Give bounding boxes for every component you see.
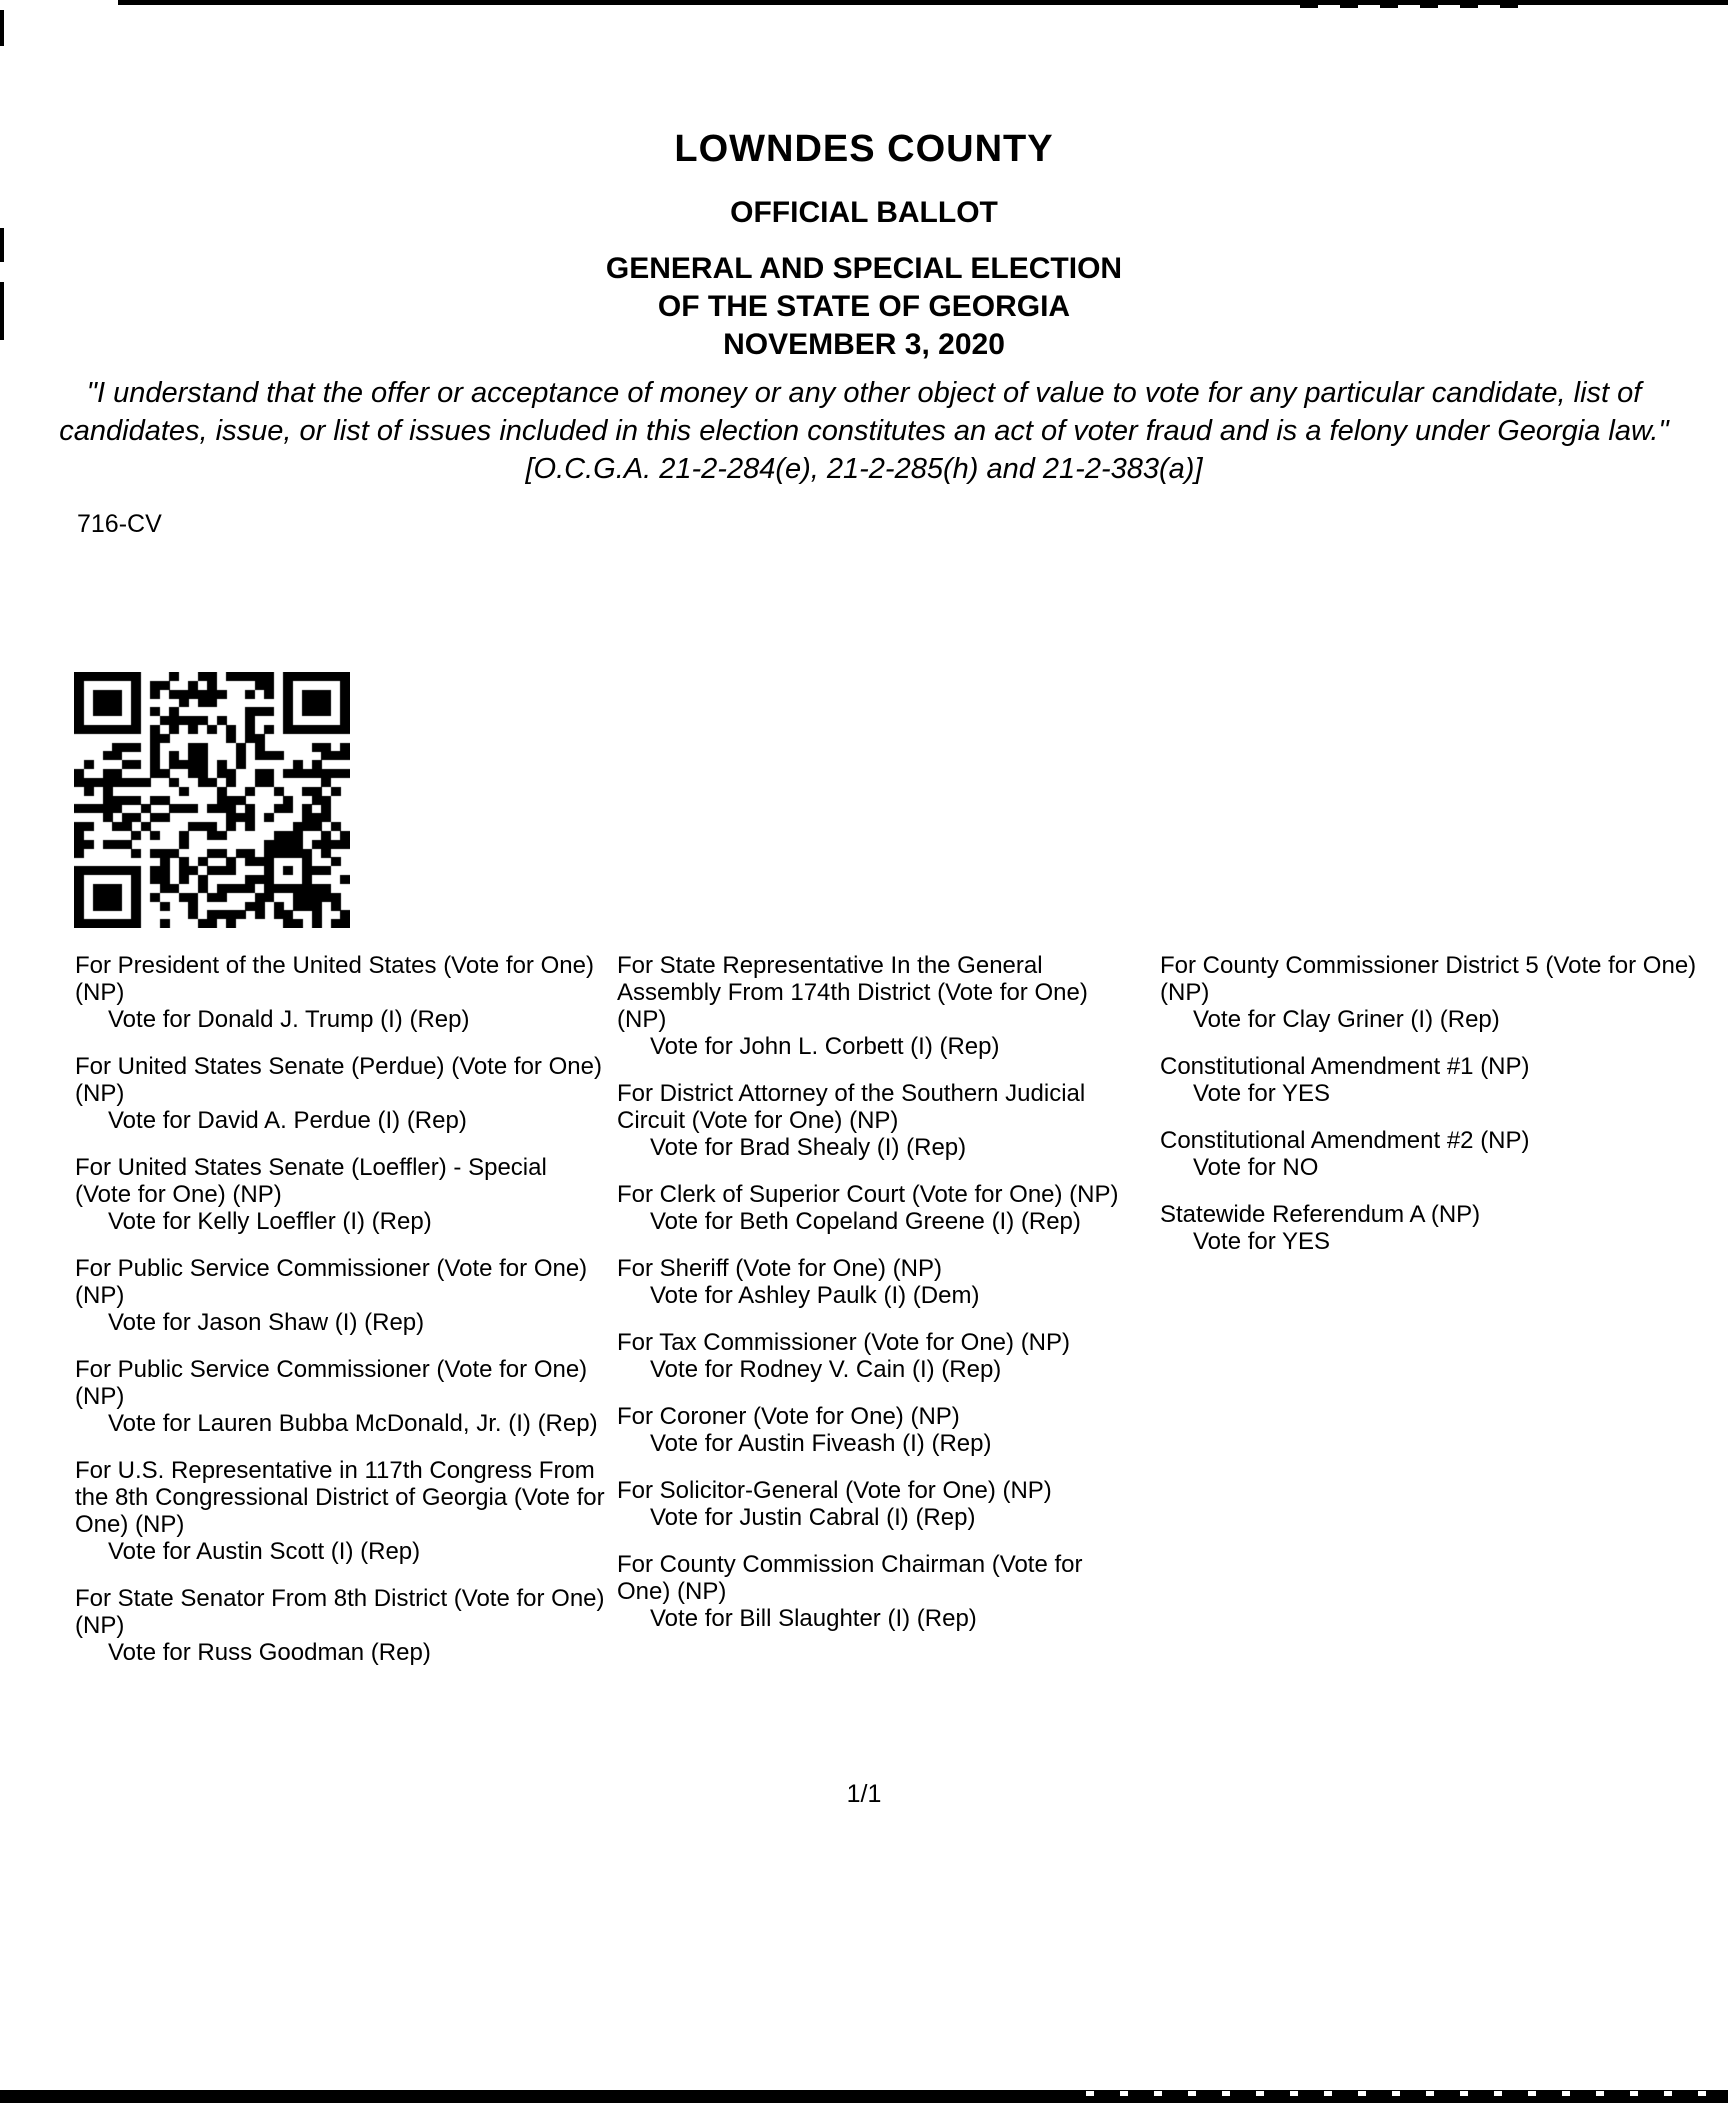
race [617,1329,1122,1383]
race [75,952,607,1033]
race-title: For State Representative In the General Assembly From 174th District (Vote for One) (NP) [617,952,1088,1033]
election-title-block [0,250,1728,364]
race [1160,1127,1698,1181]
race [1160,1201,1698,1255]
races-column-3 [1160,952,1728,1686]
race-title: For Public Service Commissioner (Vote for One) (NP) [75,1356,588,1410]
race-title: For District Attorney of the Southern Judicial Circuit (Vote for One) (NP) [617,1080,1086,1134]
race-title: For Tax Commissioner (Vote for One) (NP) [617,1329,1071,1356]
race [617,1080,1122,1161]
race-selection: Vote for Ashley Paulk (I) (Dem) [650,1282,980,1309]
ballot-header [0,130,1728,364]
race-title: Constitutional Amendment #1 (NP) [1160,1053,1530,1080]
race-selection: Vote for YES [1193,1228,1330,1255]
races-columns [75,952,1728,1686]
qr-code [74,672,350,928]
race-title: Statewide Referendum A (NP) [1160,1201,1481,1228]
race-selection: Vote for Russ Goodman (Rep) [108,1639,431,1666]
race-selection: Vote for Kelly Loeffler (I) (Rep) [108,1208,432,1235]
race [1160,1053,1698,1107]
race-selection: Vote for Justin Cabral (I) (Rep) [650,1504,976,1531]
race-title: For United States Senate (Loeffler) - Special (Vote for One) (NP) [75,1154,547,1208]
race-title: For Solicitor-General (Vote for One) (NP) [617,1477,1052,1504]
race-title: For Public Service Commissioner (Vote for One) (NP) [75,1255,588,1309]
race-title: For Sheriff (Vote for One) (NP) [617,1255,942,1282]
county-title: LOWNDES COUNTY [674,128,1054,170]
race-selection: Vote for Austin Scott (I) (Rep) [108,1538,421,1565]
race-selection: Vote for Brad Shealy (I) (Rep) [650,1134,967,1161]
race-title: For Coroner (Vote for One) (NP) [617,1403,960,1430]
race-title: For County Commissioner District 5 (Vote for One) (NP) [1160,952,1697,1006]
race [617,952,1122,1060]
race-title: For County Commission Chairman (Vote for One) (NP) [617,1551,1083,1605]
race [617,1255,1122,1309]
race [617,1181,1122,1235]
race [1160,952,1698,1033]
voter-fraud-disclaimer: "I understand that the offer or acceptance of money or any other object of value to vote for any particular candidate, list of candidates, issue, or list of issues included in this election constitutes an act of voter fraud and is a felony under Georgia law." [O.C.G.A. 21-2-284(e), 21-2-285(h) and 21-2-383(a)] [59,377,1669,485]
race-selection: Vote for Bill Slaughter (I) (Rep) [650,1605,977,1632]
race-selection: Vote for Clay Griner (I) (Rep) [1193,1006,1500,1033]
scan-artifact-top-dashes [1300,5,1540,8]
page-number: 1/1 [846,1780,882,1808]
race-title: For Clerk of Superior Court (Vote for One) (NP) [617,1181,1119,1208]
race [75,1585,607,1666]
race-selection: Vote for Beth Copeland Greene (I) (Rep) [650,1208,1081,1235]
race-selection: Vote for Austin Fiveash (I) (Rep) [650,1430,992,1457]
ballot-type-title: OFFICIAL BALLOT [730,196,998,229]
race-selection: Vote for Lauren Bubba McDonald, Jr. (I) (Rep) [108,1410,598,1437]
race [617,1477,1122,1531]
races-column-1 [75,952,617,1686]
scan-artifact-bottom-dashes [1060,2091,1728,2096]
race [75,1457,607,1565]
election-title: GENERAL AND SPECIAL ELECTION [605,252,1123,285]
race [617,1403,1122,1457]
race-title: For State Senator From 8th District (Vote for One) (NP) [75,1585,605,1639]
race [75,1154,607,1235]
race [75,1255,607,1336]
race-title: For United States Senate (Perdue) (Vote for One) (NP) [75,1053,602,1107]
race [75,1053,607,1134]
race-selection: Vote for David A. Perdue (I) (Rep) [108,1107,467,1134]
race-selection: Vote for Rodney V. Cain (I) (Rep) [650,1356,1002,1383]
race-selection: Vote for Jason Shaw (I) (Rep) [108,1309,425,1336]
race-title: For President of the United States (Vote for One) (NP) [75,952,594,1006]
race-title: Constitutional Amendment #2 (NP) [1160,1127,1530,1154]
scan-artifact-left [0,10,4,46]
races-column-2 [617,952,1160,1686]
ballot-code: 716-CV [77,510,162,538]
race-selection: Vote for NO [1193,1154,1319,1181]
race [617,1551,1122,1632]
election-date: NOVEMBER 3, 2020 [723,328,1005,361]
election-subtitle: OF THE STATE OF GEORGIA [657,290,1071,323]
race-title: For U.S. Representative in 117th Congress From the 8th Congressional District of Georgia (Vote for One) (NP) [75,1457,605,1538]
race [75,1356,607,1437]
race-selection: Vote for YES [1193,1080,1330,1107]
race-selection: Vote for John L. Corbett (I) (Rep) [650,1033,1000,1060]
race-selection: Vote for Donald J. Trump (I) (Rep) [108,1006,470,1033]
